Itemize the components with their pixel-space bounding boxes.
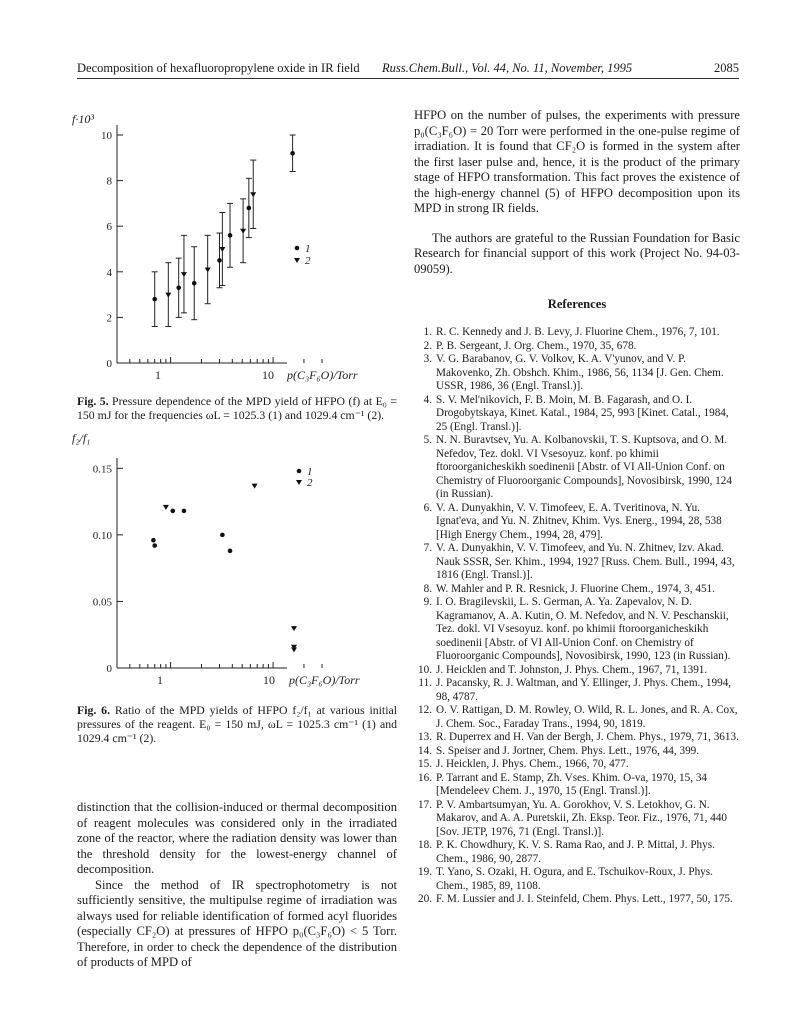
reference-item [414, 434, 740, 502]
reference-number: 7. [423, 542, 432, 554]
header-title: Decomposition of hexafluoropropylene oxide in IR field [77, 61, 360, 75]
fig6-legend-label-2: 2 [307, 477, 313, 489]
data-point-series-2 [291, 647, 297, 652]
reference-item [414, 583, 740, 597]
reference-number: 11. [418, 677, 432, 689]
fig5-xlabel: p(C₃F₆O)/Torr [287, 368, 358, 382]
figure-5-caption [77, 394, 397, 422]
reference-number: 16. [418, 771, 432, 784]
y-tick-label: 8 [106, 175, 112, 188]
y-tick-label: 0.05 [92, 596, 112, 609]
reference-number: 20. [418, 893, 432, 905]
reference-number: 5. [423, 434, 432, 446]
fig6-x-tick-1: 1 [157, 673, 163, 687]
reference-number: 10. [418, 663, 432, 676]
fig6-caption-label: Fig. 6. [77, 703, 111, 717]
right-paragraph-1: HFPO on the number of pulses, the experiments with pressure p₀(C₃F₆O) = 20 Torr were performed in the one-pulse regime of irradiation. It is found that CF₂O is formed in the system after the first laser pulse and, hence, it is the product of the primary stage of HFPO transformation. This fact proves the existence of the high-energy channel (5) of HFPO decomposition upon its MPD in strong IR fields. [414, 108, 740, 215]
reference-number: 2. [423, 339, 432, 352]
data-point-series-2 [291, 626, 297, 631]
reference-text: J. Pacansky, R. J. Waltman, and Y. Ellinger, J. Phys. Chem., 1994, 98, 4787. [436, 677, 732, 703]
reference-text: P. V. Ambartsumyan, Yu. A. Gorokhov, V. S. Letokhov, G. N. Makarov, and A. A. Puretskii, Zh. Eksp. Teor. Fiz., 1976, 71, 440 [Sov. JETP, 1976, 71 (Engl. Transl.)]. [436, 798, 728, 838]
fig6-caption-text: Ratio of the MPD yields of HFPO f₂/f₁ at various initial pressures of the reagent. E₀ = 150 mJ, ωL = 1025.3 cm⁻¹ (1) and 1029.4 cm⁻¹ (2). [77, 703, 397, 745]
reference-text: J. Heicklen and T. Johnston, J. Phys. Chem., 1967, 71, 1391. [436, 663, 708, 676]
reference-item [414, 542, 740, 583]
data-point-series-2 [252, 484, 258, 489]
data-point-series-2 [240, 229, 246, 234]
reference-text: V. G. Barabanov, G. V. Volkov, K. A. V'yunov, and V. P. Makovenko, Zh. Obshch. Khim., 1986, 56, 1134 [J. Gen. Chem. USSR, 1986, 36 (Engl. Transl.)]. [436, 353, 724, 392]
reference-number: 19. [418, 866, 432, 878]
reference-item [414, 677, 740, 704]
reference-text: W. Mahler and P. R. Resnick, J. Fluorine Chem., 1974, 3, 451. [436, 582, 715, 595]
reference-item [414, 745, 740, 759]
fig5-x-tick-1: 1 [155, 368, 161, 382]
reference-item [414, 353, 740, 394]
data-point-series-1 [182, 509, 187, 514]
y-tick-label: 2 [106, 312, 112, 325]
figure-6-chart [72, 428, 397, 687]
reference-text: O. V. Rattigan, D. M. Rowley, O. Wild, R. L. Jones, and R. A. Cox, J. Chem. Soc., Faraday Trans., 1994, 90, 1819. [436, 704, 738, 730]
y-tick-label: 4 [106, 266, 112, 279]
reference-number: 13. [418, 731, 432, 743]
reference-text: V. A. Dunyakhin, V. V. Timofeev, and Yu. N. Zhitnev, Izv. Akad. Nauk SSSR, Ser. Khim., 1994, 1927 [Russ. Chem. Bull., 1994, 43, 1816 (Engl. Transl.)]. [436, 542, 735, 581]
data-point-series-2 [219, 247, 225, 252]
reference-number: 9. [423, 596, 432, 608]
data-point-series-1 [290, 151, 295, 156]
data-point-series-2 [163, 505, 169, 510]
reference-text: S. V. Mel'nikovich, F. B. Moin, M. B. Fagarash, and O. I. Drogobytskaya, Kinet. Katal., 1984, 25, 993 [Kinet. Catal., 1984, 25 (Engl. Transl.)]. [436, 393, 729, 433]
reference-item [414, 839, 740, 866]
reference-number: 14. [418, 744, 432, 757]
right-paragraph-2: The authors are grateful to the Russian Foundation for Basic Research for financial support of this work (Project No. 94-03-09059). [414, 230, 740, 276]
figure-5-chart [72, 105, 397, 382]
fig6-legend-marker-1 [297, 469, 302, 474]
figure-6-caption [77, 703, 397, 745]
left-body-text [77, 800, 397, 971]
reference-number: 18. [418, 839, 432, 851]
left-paragraph-1: distinction that the collision-induced or thermal decomposition of reagent molecules was considered only in the irradiated zone of the reactor, where the radiation density was lower than the threshold density for the lowest-energy channel of decomposition. [77, 800, 397, 876]
fig5-caption-text: Pressure dependence of the MPD yield of HFPO (f) at E₀ = 150 mJ for the frequencies ωL = 1025.3 (1) and 1029.4 cm⁻¹ (2). [77, 394, 397, 422]
reference-item [414, 866, 740, 893]
right-body-text [414, 108, 740, 277]
reference-number: 8. [423, 582, 432, 595]
page-number: 2085 [714, 61, 739, 75]
reference-text: R. C. Kennedy and J. B. Levy, J. Fluorine Chem., 1976, 7, 101. [436, 326, 720, 338]
reference-number: 12. [418, 704, 432, 716]
data-point-series-2 [205, 268, 211, 273]
reference-item [414, 326, 740, 340]
fig5-caption-label: Fig. 5. [77, 394, 109, 408]
fig5-legend-marker-1 [295, 246, 300, 251]
data-point-series-1 [217, 258, 222, 263]
reference-number: 4. [423, 393, 432, 406]
y-tick-label: 0 [106, 358, 112, 370]
y-tick-label: 10 [101, 130, 112, 142]
fig5-legend-label-1: 1 [305, 243, 311, 255]
data-point-series-1 [170, 509, 175, 514]
reference-text: N. N. Buravtsev, Yu. A. Kolbanovskii, T. S. Kuptsova, and O. M. Nefedov, Tez. dokl. VI Vsesoyuz. konf. po khimii ftoroorganicheskikh soedinenii [Abstr. of VI All-Union Conf. on Chemistry of Fluoroorganic Compounds], Novosibirsk, 1990, 124 (in Russian). [436, 434, 732, 500]
header-journal: Russ.Chem.Bull., Vol. 44, No. 11, November, 1995 [382, 61, 633, 75]
right-column [414, 108, 740, 907]
data-point-series-1 [247, 206, 252, 211]
reference-item [414, 340, 740, 354]
data-point-series-1 [176, 285, 181, 290]
data-point-series-1 [151, 538, 156, 543]
reference-item [414, 664, 740, 678]
reference-number: 15. [418, 758, 432, 770]
reference-number: 17. [418, 798, 432, 811]
data-point-series-1 [220, 533, 225, 538]
reference-item [414, 731, 740, 745]
fig5-x-tick-10: 10 [262, 368, 274, 382]
fig6-legend-marker-2 [296, 480, 302, 485]
fig5-ylabel: f·10³ [72, 112, 94, 126]
fig6-xlabel: p(C₃F₆O)/Torr [289, 673, 360, 687]
reference-number: 1. [423, 326, 432, 338]
fig6-legend-label-1: 1 [307, 466, 313, 478]
reference-item [414, 799, 740, 840]
reference-text: S. Speiser and J. Jortner, Chem. Phys. Lett., 1976, 44, 399. [436, 744, 700, 757]
reference-text: P. Tarrant and E. Stamp, Zh. Vses. Khim. O-va, 1970, 15, 34 [Mendeleev Chem. J., 1970, 15 (Engl. Transl.)]. [436, 771, 708, 797]
data-point-series-1 [152, 543, 157, 548]
reference-item [414, 772, 740, 799]
reference-item [414, 394, 740, 435]
fig5-legend-marker-2 [294, 258, 300, 263]
data-point-series-1 [192, 281, 197, 286]
y-tick-label: 0.15 [92, 463, 112, 476]
reference-item [414, 502, 740, 543]
references-heading: References [547, 297, 607, 311]
reference-text: P. K. Chowdhury, K. V. S. Rama Rao, and J. P. Mittal, J. Phys. Chem., 1986, 90, 2877. [436, 839, 715, 865]
reference-item [414, 704, 740, 731]
y-tick-label: 0 [106, 663, 112, 675]
reference-number: 6. [423, 501, 432, 514]
data-point-series-1 [228, 233, 233, 238]
y-tick-label: 6 [106, 221, 112, 234]
reference-text: T. Yano, S. Ozaki, H. Ogura, and E. Tschuikov-Roux, J. Phys. Chem., 1985, 89, 1108. [436, 866, 713, 892]
reference-text: J. Heicklen, J. Phys. Chem., 1966, 70, 477. [436, 758, 629, 770]
y-tick-label: 0.10 [92, 529, 112, 542]
reference-text: F. M. Lussier and J. I. Steinfeld, Chem. Phys. Lett., 1977, 50, 175. [436, 893, 733, 905]
left-paragraph-2: Since the method of IR spectrophotometry is not sufficiently sensitive, the multipulse regime of irradiation was always used for reliable identification of formed acyl fluorides (especially CF₂O) at pressures of HFPO p₀(C₃F₆O) < 5 Torr. Therefore, in order to check the dependence of the distribution of products of MPD of [77, 877, 397, 969]
reference-text: V. A. Dunyakhin, V. V. Timofeev, E. A. Tveritinova, N. Yu. Ignat'eva, and Yu. N. Zhitnev, Khim. Vys. Energ., 1994, 28, 538 [High Energy Chem., 1994, 28, 479]. [436, 501, 722, 541]
fig5-legend-label-2: 2 [305, 255, 311, 267]
header-rule [77, 78, 739, 79]
data-point-series-2 [250, 192, 256, 197]
data-point-series-1 [228, 549, 233, 554]
data-point-series-2 [165, 293, 171, 298]
fig6-ylabel: f₂/f₁ [72, 431, 91, 445]
reference-item [414, 893, 740, 907]
reference-item [414, 758, 740, 772]
reference-list [414, 326, 740, 907]
left-column [72, 105, 397, 971]
reference-text: I. O. Bragilevskii, L. S. German, A. Ya. Zapevalov, N. D. Kagramanov, A. A. Kutin, O. M. Nefedov, and N. V. Peschanskii, Tez. dokl. VI Vsesoyuz. konf. po khimii ftoroorganicheskikh soedinenii [Abstr. of VI All-Union Conf. on Chemistry of Fluoroorganic Compounds], Novosibirsk, 1990, 123 (in Russian). [436, 596, 731, 662]
reference-text: R. Duperrex and H. Van der Bergh, J. Chem. Phys., 1979, 71, 3613. [436, 731, 739, 743]
reference-text: P. B. Sergeant, J. Org. Chem., 1970, 35, 678. [436, 339, 637, 352]
fig6-x-tick-10: 10 [263, 673, 275, 687]
data-point-series-2 [181, 272, 187, 277]
reference-item [414, 596, 740, 664]
reference-number: 3. [423, 353, 432, 365]
data-point-series-1 [152, 297, 157, 302]
